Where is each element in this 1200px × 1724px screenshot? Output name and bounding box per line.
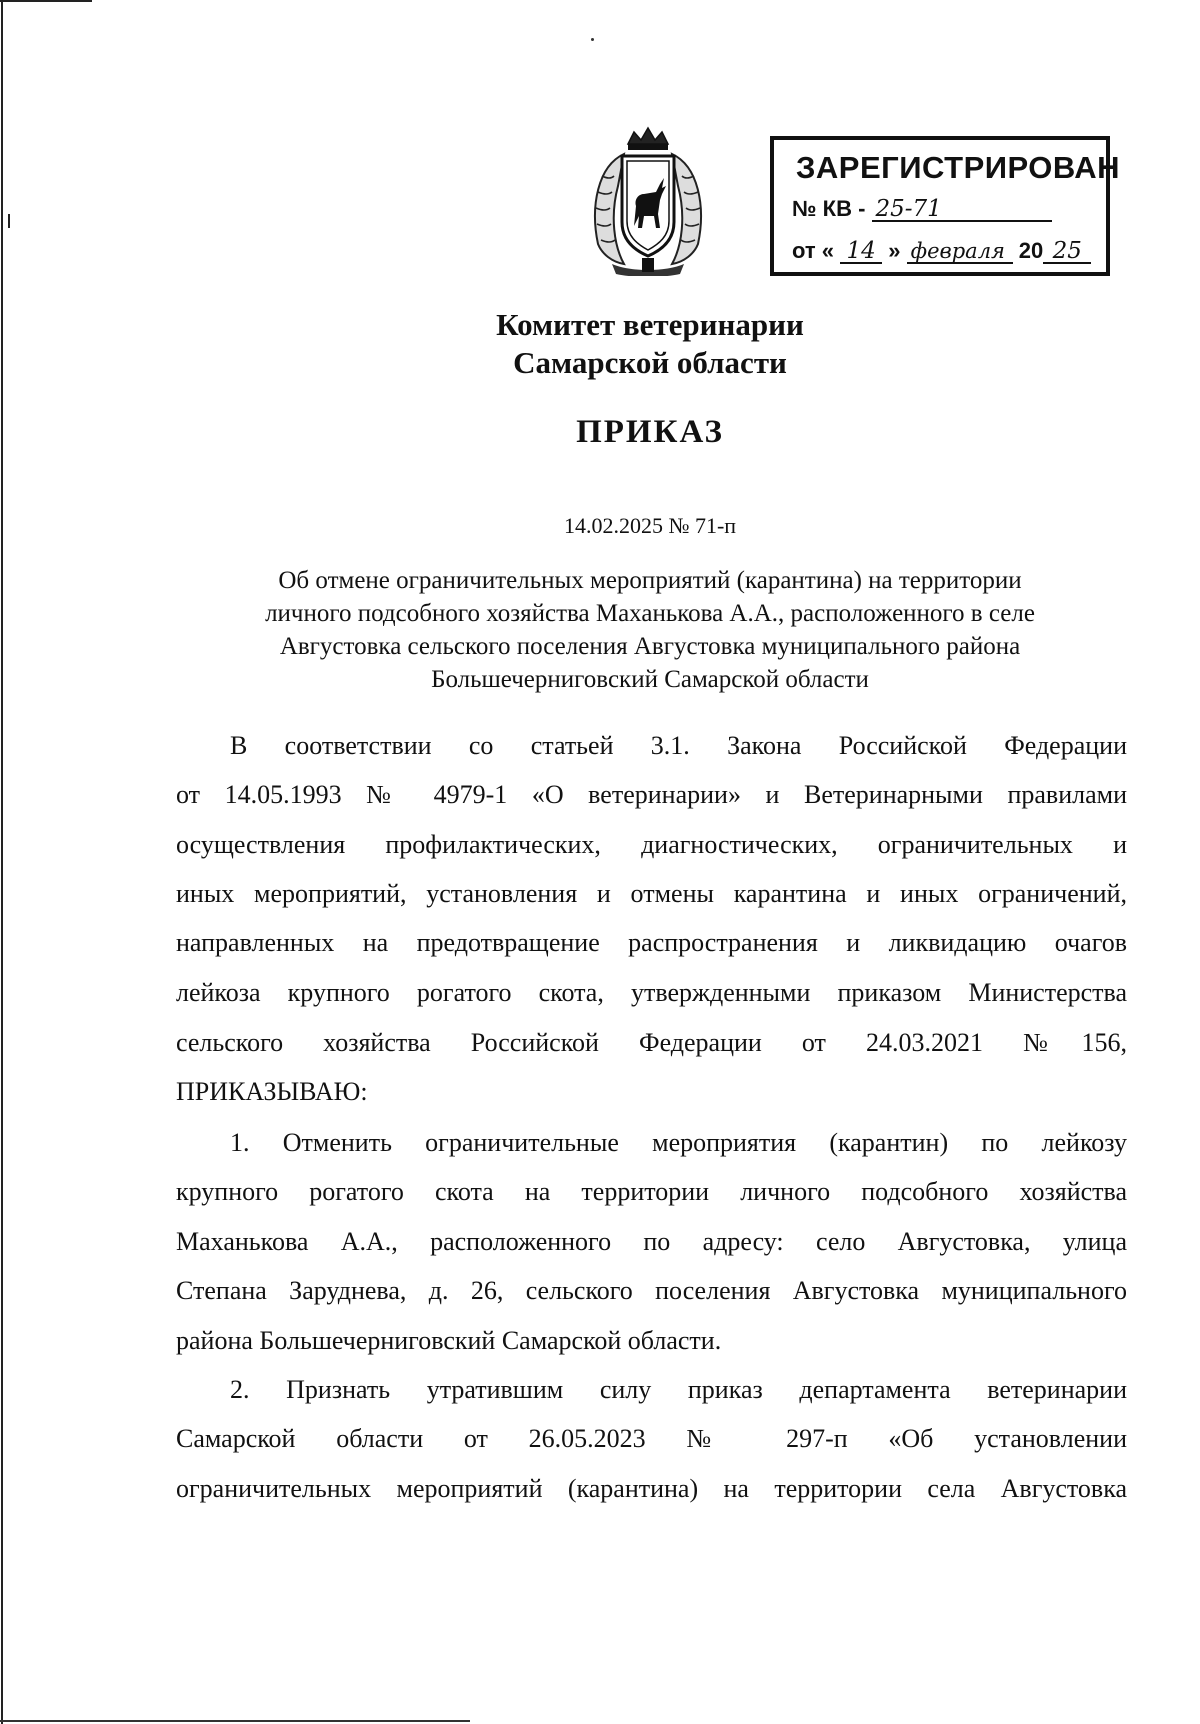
document-subject [160,564,1140,696]
body-line: лейкоза крупного рогатого скота, утвержденными приказом Министерства [176,978,1127,1007]
registration-stamp [770,136,1121,276]
registration-date-month: февраля [907,240,1013,264]
body-line: Степана Заруднева, д. 26, сельского поселения Августовка муниципального [176,1276,1127,1305]
subject-line: Большечерниговский Самарской области [431,666,869,693]
body-line: 2. Признать утратившим силу приказ департамента ветеринарии [230,1375,1127,1404]
scan-edge-bottom [0,1720,470,1722]
body-line: от 14.05.1993 № 4979-1 «О ветеринарии» и Ветеринарными правилами [176,780,1127,809]
registration-number-value: 25-71 [872,198,1052,222]
body-line: Маханькова А.А., расположенного по адресу: село Августовка, улица [176,1227,1127,1256]
document-type-title: ПРИКАЗ [576,414,724,450]
registration-date-mid: » [888,238,901,263]
body-line: 1. Отменить ограничительные мероприятия (карантин) по лейкозу [230,1128,1127,1157]
body-line: осуществления профилактических, диагностических, ограничительных и [176,830,1127,859]
registration-date-year-prefix: 20 [1018,238,1044,263]
body-line-ordering: ПРИКАЗЫВАЮ: [176,1077,368,1106]
body-line: иных мероприятий, установления и отмены карантина и иных ограничений, [176,879,1127,908]
registration-date-row [792,238,1091,264]
registration-date-prefix: от « [792,238,835,263]
registration-date-year-suffix: 25 [1043,240,1091,264]
scan-edge-top [0,0,92,2]
body-line: ограничительных мероприятий (карантина) на территории села Августовка [176,1474,1127,1503]
scan-dot [591,38,594,41]
subject-line: личного подсобного хозяйства Маханькова А.А., расположенного в селе [265,600,1035,627]
registration-stamp-title: ЗАРЕГИСТРИРОВАН [796,150,1121,185]
document-date-number: 14.02.2025 № 71-п [563,513,737,538]
organization-name-line2: Самарской области [513,345,787,380]
registration-number-label: № КВ - [792,196,866,221]
organization-name-line1: Комитет ветеринарии [496,307,804,342]
body-line: сельского хозяйства Российской Федерации от 24.03.2021 №156, [176,1028,1127,1057]
body-line: района Большечерниговский Самарской области. [176,1326,722,1355]
scan-edge-left [1,0,3,1724]
body-line: направленных на предотвращение распространения и ликвидацию очагов [176,928,1127,957]
subject-line: Об отмене ограничительных мероприятий (карантина) на территории [278,567,1022,594]
subject-line: Августовка сельского поселения Августовка муниципального района [279,633,1021,660]
registration-date-day: 14 [840,240,882,264]
body-line: В соответствии со статьей 3.1. Закона Российской Федерации [230,731,1127,760]
coat-of-arms-icon [584,126,712,276]
body-line: Самарской области от 26.05.2023 № 297-п «Об установлении [176,1424,1127,1453]
body-line: крупного рогатого скота на территории личного подсобного хозяйства [176,1177,1127,1206]
scan-mark [8,214,10,228]
registration-number-row [792,196,1052,222]
